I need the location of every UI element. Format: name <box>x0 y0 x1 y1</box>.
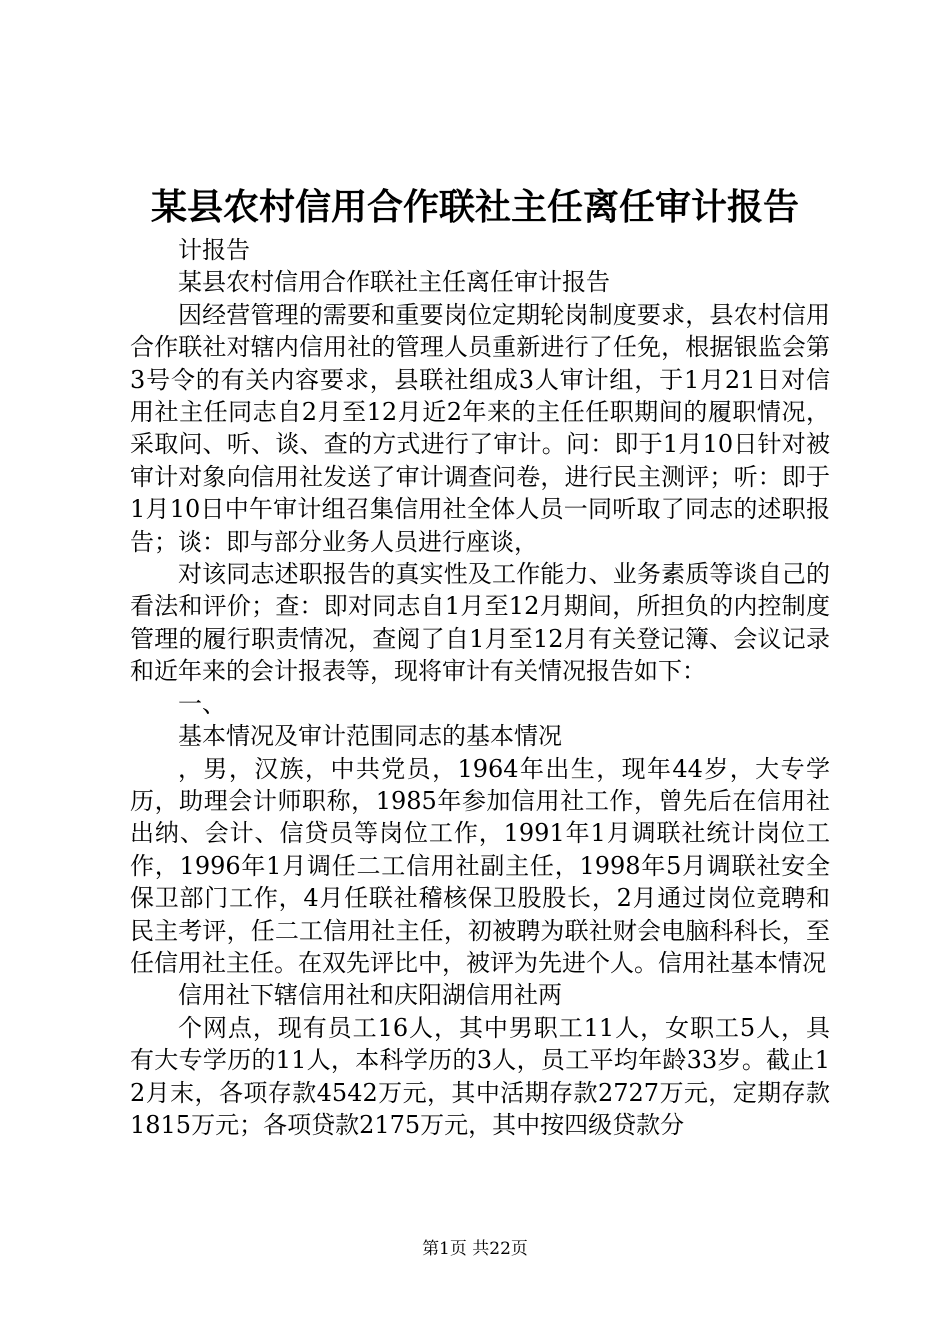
paragraph: 基本情况及审计范围同志的基本情况 <box>178 722 562 751</box>
page-number-footer: 第1页 共22页 <box>422 1239 528 1259</box>
paragraph: 因经营管理的需要和重要岗位定期轮岗制度要求，县农村信用合作联社对辖内信用社的管理人员重新进行了任免，根据银监会第3号令的有关内容要求，县联社组成3人审计组，于1月21日对信用社主任同志自2月至12月近2年来的主任任职期间的履职情况，采取问、听、谈、查的方式进行了审计。问：即于1月10日针对被审计对象向信用社发送了审计调查问卷，进行民主测评；听：即于1月10日中午审计组召集信用社全体人员一同听取了同志的述职报告；谈：即与部分业务人员进行座谈， <box>130 300 830 556</box>
paragraph: 信用社下辖信用社和庆阳湖信用社两 <box>178 981 562 1010</box>
paragraph: ，男，汉族，中共党员，1964年出生，现年44岁，大专学历，助理会计师职称，1985年参加信用社工作，曾先后在信用社出纳、会计、信贷员等岗位工作，1991年1月调联社统计岗位工作，1996年1月调任二工信用社副主任，1998年5月调联社安全保卫部门工作，4月任联社稽核保卫股股长，2月通过岗位竞聘和民主考评，任二工信用社主任，初被聘为联社财会电脑科科长，至任信用社主任。在双先评比中，被评为先进个人。信用社基本情况 <box>130 754 830 977</box>
document-body <box>130 234 830 1141</box>
paragraph: 个网点，现有员工16人，其中男职工11人，女职工5人，具有大专学历的11人，本科学历的3人，员工平均年龄33岁。截止12月末，各项存款4542万元，其中活期存款2727万元，定期存款1815万元；各项贷款2175万元，其中按四级贷款分 <box>130 1013 830 1139</box>
paragraph: 计报告 <box>178 236 250 264</box>
paragraph: 某县农村信用合作联社主任离任审计报告 <box>178 268 610 297</box>
document-title: 某县农村信用合作联社主任离任审计报告 <box>150 187 799 228</box>
paragraph: 对该同志述职报告的真实性及工作能力、业务素质等谈自己的看法和评价；查：即对同志自1月至12月期间，所担负的内控制度管理的履行职责情况，查阅了自1月至12月有关登记簿、会议记录和近年来的会计报表等，现将审计有关情况报告如下： <box>130 560 830 686</box>
paragraph: 一、 <box>178 689 226 718</box>
